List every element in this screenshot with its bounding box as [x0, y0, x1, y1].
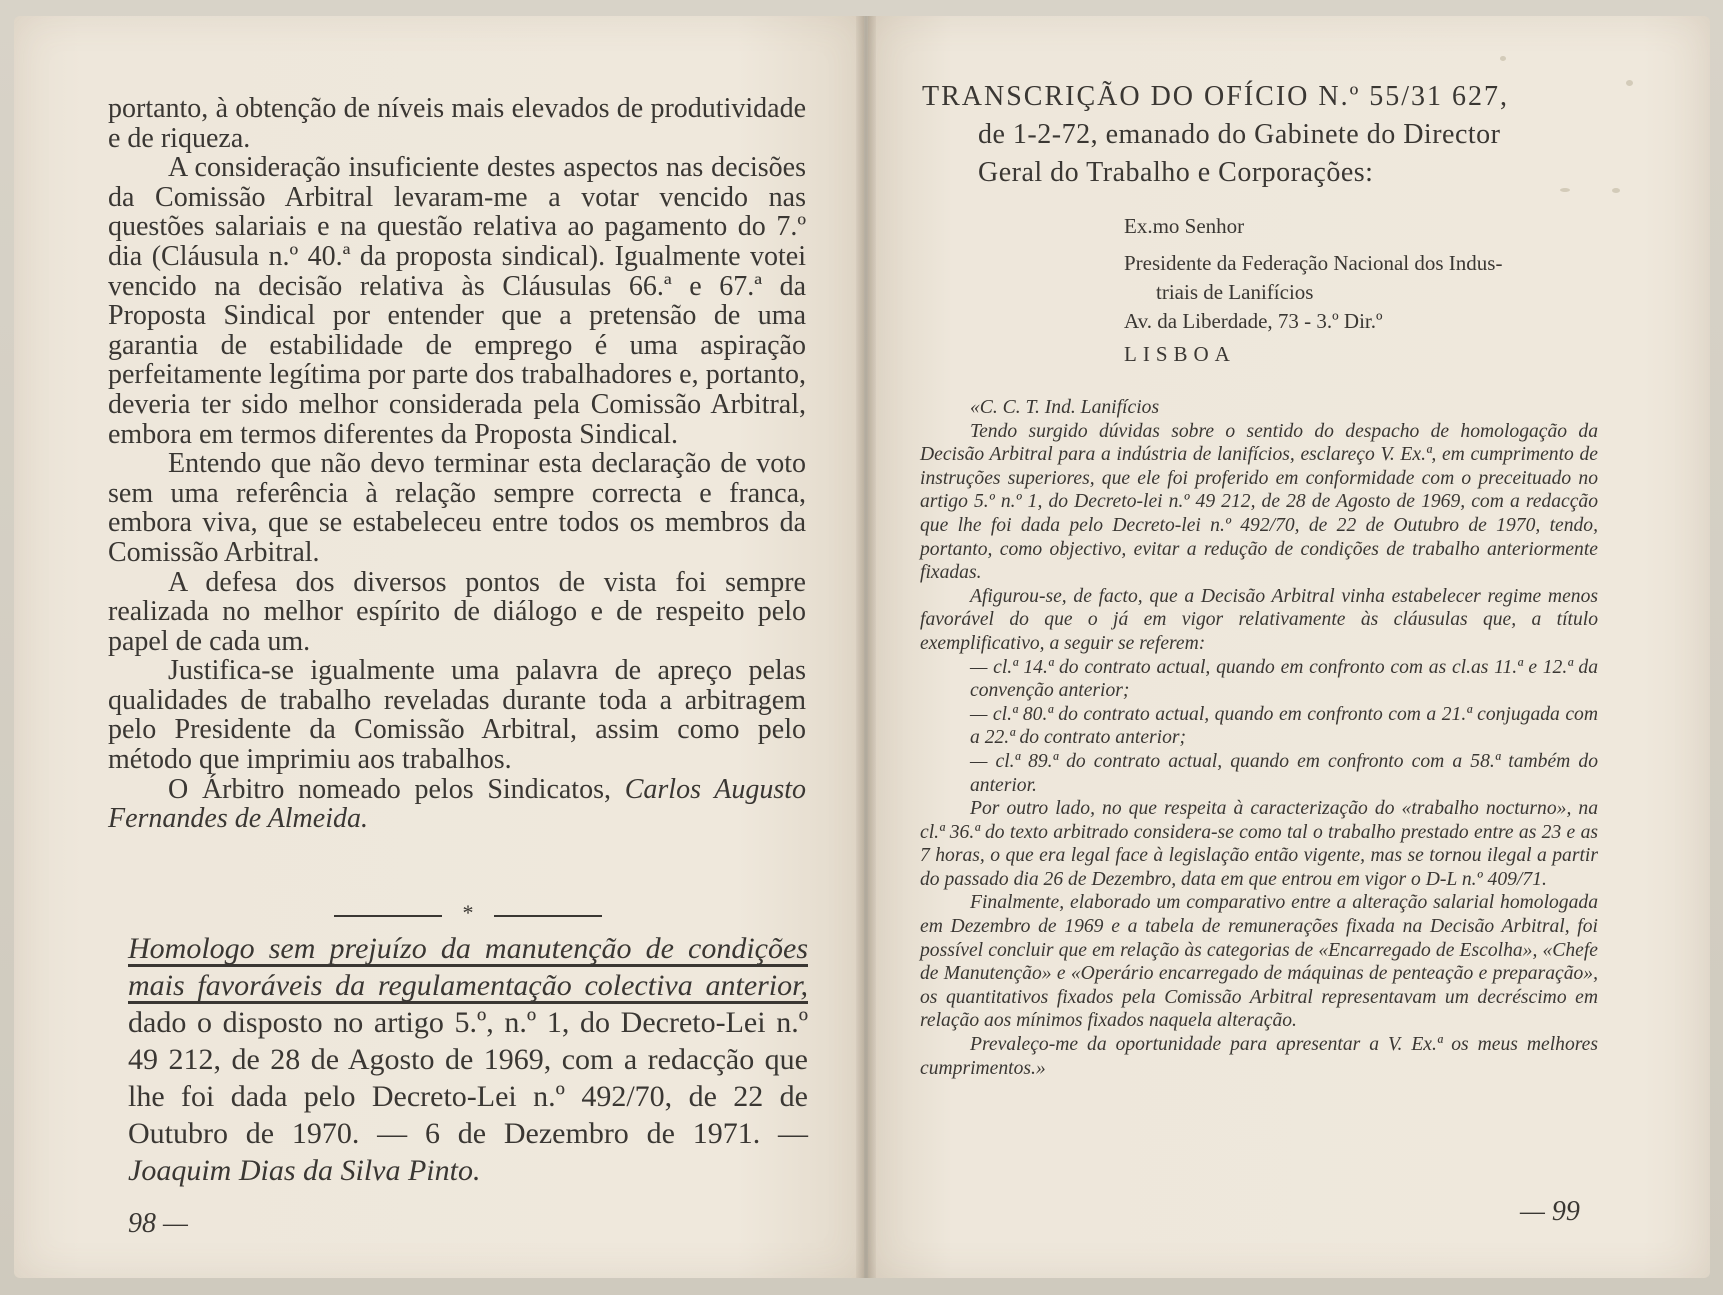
paper-speck — [1560, 188, 1570, 192]
page-title — [922, 78, 1602, 192]
paragraph: Por outro lado, no que respeita à caracterização do «trabalho nocturno», na cl.ª 36.ª do texto arbitrado considera-se como tal o trabalho prestado entre as 23 e as 7 horas, o que era legal face à legislação então vigente, mas se tornou ilegal a partir do passado dia 26 de Dezembro, data em que entrou em vigor o D-L n.º 409/71. — [920, 798, 1598, 890]
street-address: Av. da Liberdade, 73 - 3.º Dir.º — [1124, 309, 1383, 333]
list-item: — cl.ª 89.ª do contrato actual, quando em confronto com a 58.ª também do anterior. — [970, 750, 1598, 796]
homologation-underlined: Homologo sem prejuízo da manutenção de condições mais favoráveis da regulamentação colectiva anterior, — [128, 932, 808, 1002]
recipient-line: Presidente da Federação Nacional dos Indus- — [1124, 251, 1503, 275]
paper-speck — [1500, 56, 1506, 61]
paragraph: Finalmente, elaborado um comparativo entre a alteração salarial homologada em Dezembro de 1969 e a tabela de remunerações fixada na Decisão Arbitral, foi possível concluir que em relação às categorias de «Encarregado de Escolha», «Chefe de Manutenção» e «Operário encarregado de máquinas de penteação e preparação», os quantitativos fixados pela Comissão Arbitral representavam um decréscimo em relação aos mínimos fixados naquela alteração. — [920, 892, 1598, 1032]
list-item: — cl.ª 80.ª do contrato actual, quando em confronto com a 21.ª conjugada com a 22.ª do contrato anterior; — [970, 703, 1598, 749]
divider-line — [494, 915, 602, 917]
left-page-body — [108, 94, 806, 834]
signature-prefix: O Árbitro nomeado pelos Sindicatos, — [168, 773, 625, 805]
recipient-line: triais de Lanifícios — [1156, 280, 1314, 304]
signature-name: Carlos Augusto Fernandes de Almeida. — [108, 773, 806, 835]
paper-speck — [1626, 80, 1633, 86]
letter-body — [920, 396, 1598, 1080]
title-line-2: de 1-2-72, emanado do Gabinete do Director — [978, 119, 1501, 150]
paper-speck — [1612, 188, 1620, 193]
paragraph: Afigurou-se, de facto, que a Decisão Arbitral vinha estabelecer regime menos favorável do que o já em vigor relativamente às cláusulas que, a título exemplificativo, a seguir se referem: — [920, 585, 1598, 654]
paragraph: A defesa dos diversos pontos de vista foi sempre realizada no melhor espírito de diálogo e de respeito pelo papel de cada um. — [108, 566, 806, 657]
arbiter-signature — [108, 775, 806, 834]
homologation-paragraph — [128, 930, 808, 1189]
list-item: — cl.ª 14.ª do contrato actual, quando em confronto com as cl.as 11.ª e 12.ª da convenção anterior; — [970, 656, 1598, 702]
paragraph: portanto, à obtenção de níveis mais elevados de produtividade e de riqueza. — [108, 93, 806, 154]
book-gutter — [856, 16, 876, 1278]
section-divider — [334, 900, 602, 926]
paragraph: Tendo surgido dúvidas sobre o sentido do despacho de homologação da Decisão Arbitral para a indústria de lanifícios, esclareço V. Ex.ª, em cumprimento de instruções superiores, que ele foi proferido em conformidade com o preceituado no artigo 5.º n.º 1, do Decreto-lei n.º 49 212, de 28 de Agosto de 1969, com a redacção que lhe foi dada pelo Decreto-lei n.º 492/70, de 22 de Outubro de 1970, tendo, portanto, como objectivo, evitar a redução de condições de trabalho anteriormente fixadas. — [920, 420, 1598, 584]
title-line-1: TRANSCRIÇÃO DO OFÍCIO N.º 55/31 627, — [922, 81, 1510, 112]
page-number-right: — 99 — [1520, 1196, 1580, 1227]
paragraph: Entendo que não devo terminar esta declaração de voto sem uma referência à relação sempre correcta e franca, embora viva, que se estabeleceu entre todos os membros da Comissão Arbitral. — [108, 448, 806, 568]
salutation: Ex.mo Senhor — [1124, 214, 1245, 238]
paragraph: A consideração insuficiente destes aspectos nas decisões da Comissão Arbitral levaram-me a votar vencido nas questões salariais e na questão relativa ao pagamento do 7.º dia (Cláusula n.º 40.ª da proposta sindical). Igualmente votei vencido na decisão relativa às Cláusulas 66.ª e 67.ª da Proposta Sindical por entender que a pretensão de uma garantia de estabilidade de emprego é uma aspiração perfeitamente legítima por parte dos trabalhadores e, portanto, deveria ter sido melhor considerada pela Comissão Arbitral, embora em termos diferentes da Proposta Sindical. — [108, 152, 806, 450]
homologation-signer: Joaquim Dias da Silva Pinto. — [128, 1154, 481, 1187]
paragraph: Justifica-se igualmente uma palavra de apreço pelas qualidades de trabalho reveladas durante toda a arbitragem pelo Presidente da Comissão Arbitral, assim como pelo método que imprimiu aos trabalhos. — [108, 655, 806, 776]
page-number-left: 98 — — [128, 1208, 188, 1239]
address-block — [1124, 212, 1624, 369]
city: LISBOA — [1124, 342, 1236, 366]
homologation-text: dado o disposto no artigo 5.º, n.º 1, do Decreto-Lei n.º 49 212, de 28 de Agosto de 1969, com a redacção que lhe foi dada pelo Decreto-Lei n.º 492/70, de 22 de Outubro de 1970. — 6 de Dezembro de 1971. — — [128, 1006, 808, 1150]
divider-star: * — [462, 900, 474, 925]
paragraph: Prevaleço-me da oportunidade para apresentar a V. Ex.ª os meus melhores cumprimentos.» — [920, 1034, 1598, 1079]
divider-line — [334, 915, 442, 917]
title-line-3: Geral do Trabalho e Corporações: — [978, 157, 1374, 188]
letter-heading: «C. C. T. Ind. Lanifícios — [970, 397, 1160, 418]
